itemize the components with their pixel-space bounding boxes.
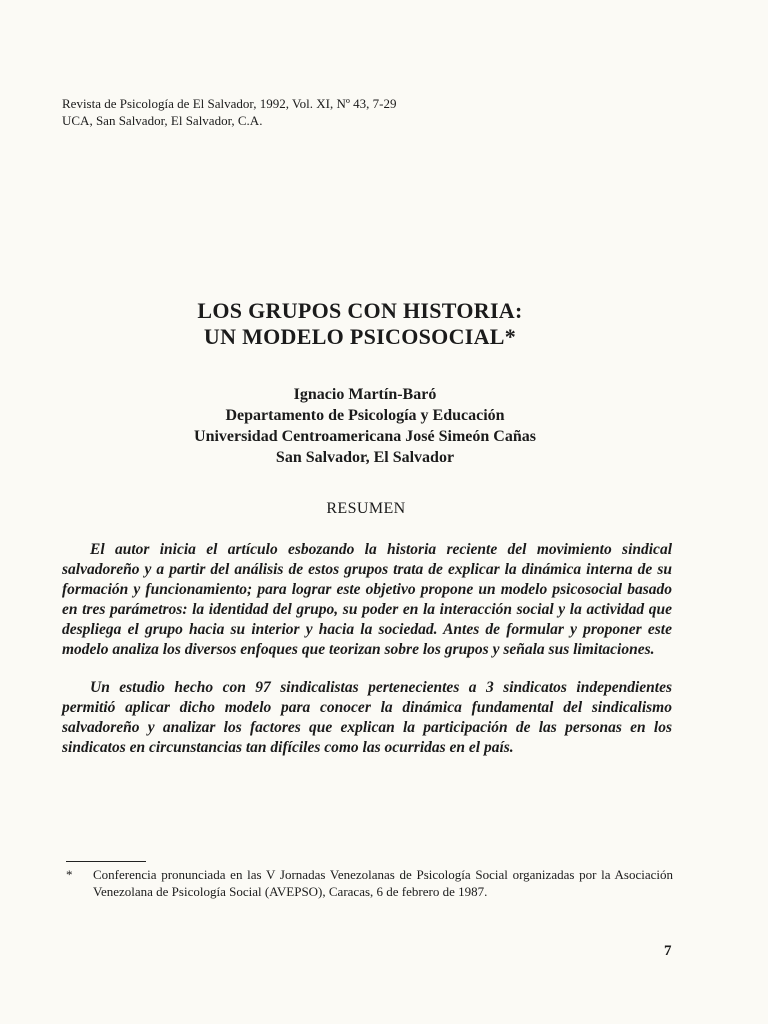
author-block [0, 384, 730, 468]
page-number: 7 [664, 943, 672, 959]
abstract-paragraph-1: El autor inicia el artículo esbozando la historia reciente del movimiento sindical salvadoreño y a partir del análisis de estos grupos trata de explicar la dinámica interna de su formación y funcionamiento; para lograr este objetivo propone un modelo psicosocial basado en tres parámetros: la identidad del grupo, su poder en la interacción social y la actividad que despliega el grupo hacia su interior y hacia la sociedad. Antes de formular y proponer este modelo analiza los diversos enfoques que teorizan sobre los grupos y señala sus limitaciones. [62, 541, 672, 658]
abstract-paragraph-2: Un estudio hecho con 97 sindicalistas pertenecientes a 3 sindicatos independientes permitió aplicar dicho modelo para conocer la dinámica fundamental del sindicalismo salvadoreño y analizar los factores que explican la participación de las personas en los sindicatos en circunstancias tan difíciles como las ocurridas en el país. [62, 679, 672, 756]
footnote [66, 866, 673, 900]
author-department: Departamento de Psicología y Educación [225, 407, 505, 424]
abstract-body [62, 540, 672, 776]
author-name: Ignacio Martín-Baró [293, 386, 437, 403]
article-title [0, 298, 720, 350]
journal-reference [62, 95, 397, 129]
journal-citation: Revista de Psicología de El Salvador, 1992, Vol. XI, Nº 43, 7-29 [62, 96, 397, 111]
abstract-heading: RESUMEN [326, 500, 406, 517]
title-line-1: LOS GRUPOS CON HISTORIA: [197, 298, 523, 323]
footnote-divider [66, 861, 146, 862]
footnote-text: Conferencia pronunciada en las V Jornadas Venezolanas de Psicología Social organizadas por la Asociación Venezolana de Psicología Social (AVEPSO), Caracas, 6 de febrero de 1987. [93, 867, 673, 899]
author-university: Universidad Centroamericana José Simeón Cañas [194, 428, 536, 445]
footnote-mark: * [66, 867, 73, 882]
author-location: San Salvador, El Salvador [275, 449, 455, 466]
title-line-2: UN MODELO PSICOSOCIAL* [203, 324, 517, 349]
journal-publisher: UCA, San Salvador, El Salvador, C.A. [62, 113, 263, 128]
